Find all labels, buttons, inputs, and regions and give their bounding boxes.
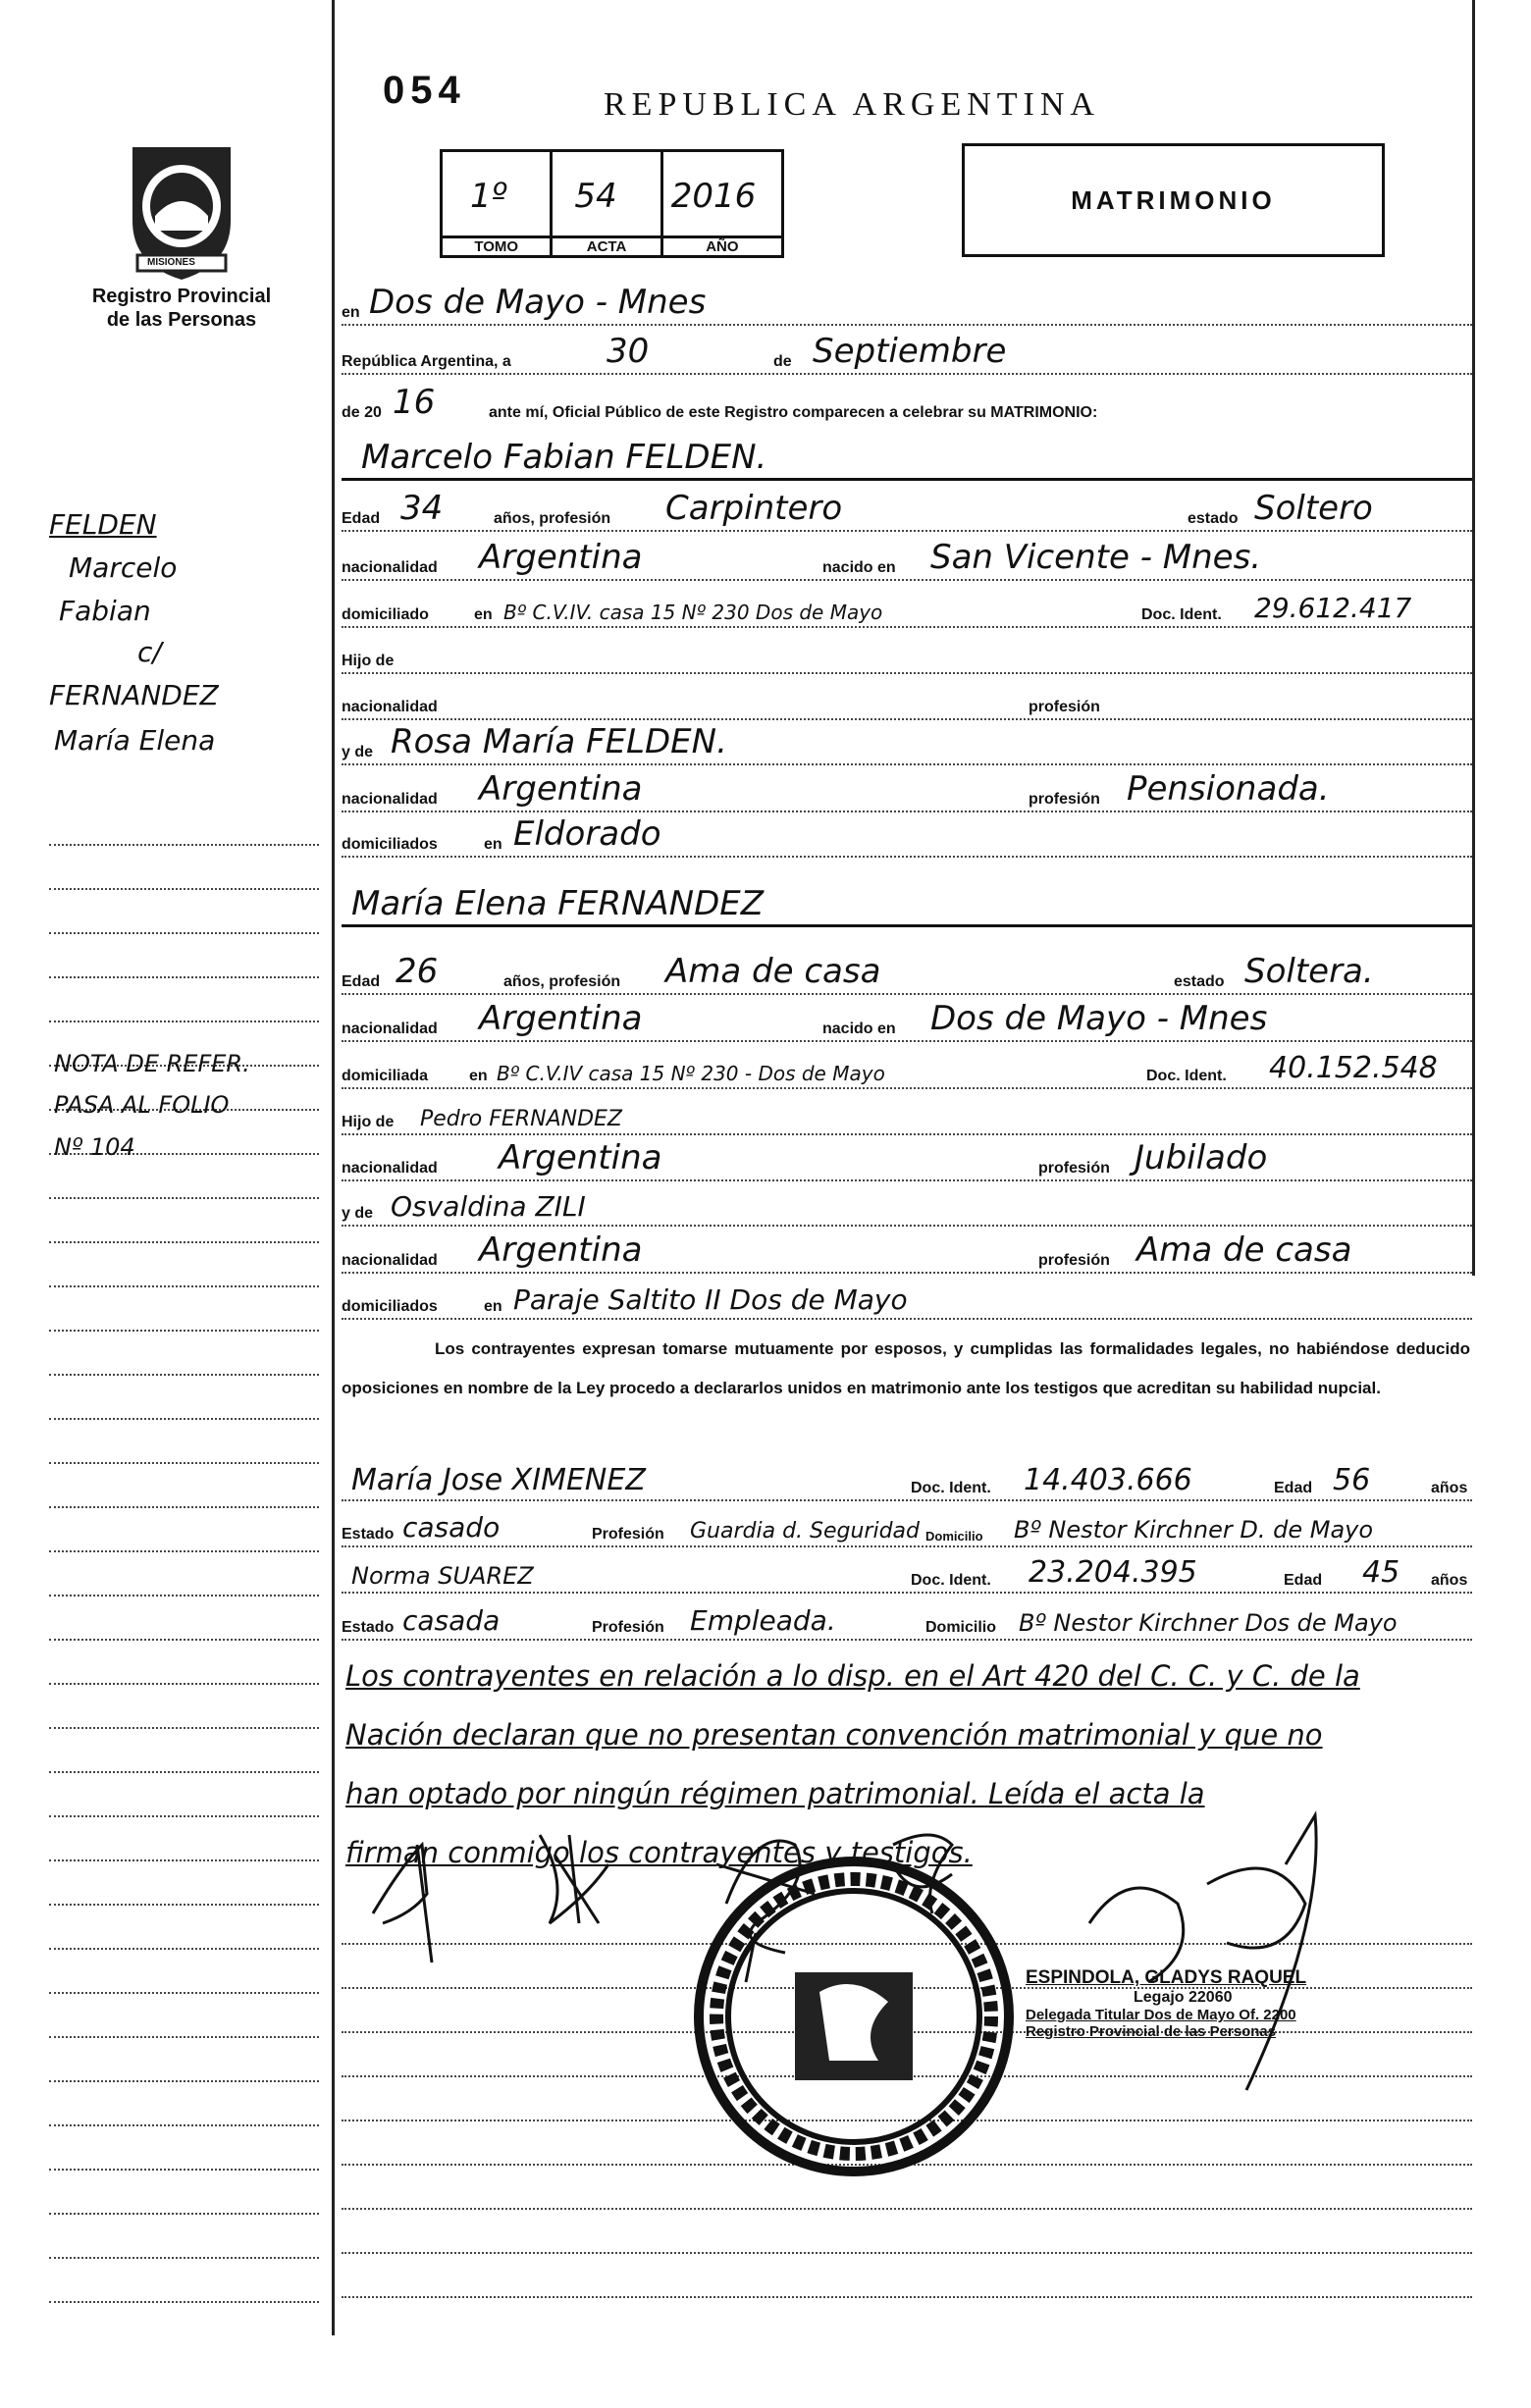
bride-nationality: Argentina	[479, 999, 643, 1038]
margin-name: María Elena	[54, 724, 216, 757]
label-y-de: y de	[342, 744, 374, 760]
act-day: 30	[607, 332, 650, 371]
label-en-2: en	[474, 606, 493, 623]
label-nacionalidad: nacionalidad	[342, 791, 438, 808]
closing-line: firman conmigo los contrayentes y testigos.	[345, 1836, 973, 1869]
acta-label: ACTA	[553, 236, 660, 255]
witness-2-address: Bº Nestor Kirchner Dos de Mayo	[1019, 1609, 1398, 1637]
label-edad: Edad	[342, 510, 381, 527]
label-de: de	[773, 353, 792, 370]
label-nacionalidad: nacionalidad	[342, 699, 438, 715]
groom-mother-profession: Pensionada.	[1127, 769, 1330, 809]
label-domiciliada: domiciliada	[342, 1068, 429, 1084]
label-domicilio-w1: Domicilio	[925, 1529, 983, 1544]
witness-1-name: María Jose XIMENEZ	[351, 1463, 646, 1497]
groom-status: Soltero	[1254, 489, 1373, 528]
label-en-5: en	[484, 1298, 502, 1315]
label-estado: estado	[1188, 510, 1239, 527]
label-profesion-w2: Profesión	[592, 1619, 664, 1636]
official-office: Registro Provincial de las Personas	[1026, 2023, 1277, 2040]
row-date	[342, 334, 1472, 375]
label-anos-profesion: años, profesión	[503, 973, 621, 990]
signature-bride	[540, 1835, 608, 1923]
row-year	[342, 385, 1472, 426]
official-stamp	[1026, 1967, 1418, 2040]
label-nacido-en: nacido en	[822, 559, 896, 576]
tomo-value: 1º	[470, 177, 507, 216]
witness-2-profession: Empleada.	[690, 1604, 836, 1637]
bride-father-profession: Jubilado	[1135, 1138, 1268, 1178]
groom-parents-address-row	[342, 816, 1472, 858]
signature-official	[1089, 1815, 1316, 2090]
label-de-20: de 20	[342, 404, 382, 421]
witness-1-address: Bº Nestor Kirchner D. de Mayo	[1014, 1516, 1374, 1544]
left-margin-line	[332, 0, 335, 2335]
closing-line: han optado por ningún régimen patrimonial. Leída el acta la	[345, 1777, 1205, 1810]
label-republica: República Argentina, a	[342, 353, 511, 370]
label-profesion: profesión	[1029, 791, 1100, 808]
ref-note-line: Nº 104	[54, 1133, 135, 1161]
label-domiciliados: domiciliados	[342, 836, 438, 853]
witness-1-age: 56	[1333, 1463, 1371, 1497]
label-edad-w1: Edad	[1274, 1480, 1313, 1496]
label-en-4: en	[469, 1068, 488, 1084]
groom-parents-address: Eldorado	[513, 814, 661, 854]
label-hijo-de: Hijo de	[342, 653, 395, 669]
label-profesion: profesión	[1029, 699, 1100, 715]
registry-box	[440, 149, 784, 258]
acta-value: 54	[574, 177, 617, 216]
label-ante-mi: ante mí, Oficial Público de este Registro comparecen a celebrar su MATRIMONIO:	[489, 404, 1098, 421]
groom-mother-nationality: Argentina	[479, 769, 643, 809]
ref-note-line: PASA AL FOLIO	[54, 1091, 230, 1119]
bride-name-row	[342, 878, 1472, 927]
label-anos-w1: años	[1431, 1480, 1468, 1496]
witness-1-doc: 14.403.666	[1024, 1463, 1192, 1497]
groom-born-in: San Vicente - Mnes.	[930, 538, 1262, 577]
label-nacionalidad: nacionalidad	[342, 1160, 438, 1177]
bride-father-row	[342, 1094, 1472, 1135]
margin-name: Fabian	[59, 595, 151, 627]
groom-father-nat-row	[342, 679, 1472, 720]
bride-parents-address: Paraje Saltito II Dos de Mayo	[513, 1283, 908, 1316]
label-profesion-w1: Profesión	[592, 1526, 664, 1543]
groom-father-row	[342, 633, 1472, 674]
bride-age-row	[342, 954, 1472, 995]
margin-name: FELDEN	[49, 508, 157, 541]
groom-age-row	[342, 491, 1472, 532]
closing-line: Los contrayentes en relación a lo disp. en el Art 420 del C. C. y C. de la	[345, 1659, 1360, 1693]
groom-profession: Carpintero	[665, 489, 843, 528]
label-doc-ident: Doc. Ident.	[1146, 1068, 1227, 1084]
label-nacionalidad: nacionalidad	[342, 1021, 438, 1037]
label-nacionalidad: nacionalidad	[342, 1252, 438, 1269]
act-place: Dos de Mayo - Mnes	[369, 283, 707, 322]
act-year: 16	[393, 383, 436, 422]
witness-1-row	[342, 1460, 1472, 1501]
witness-2-detail-row	[342, 1599, 1472, 1641]
bride-mother-profession: Ama de casa	[1136, 1230, 1352, 1270]
label-doc-ident-w1: Doc. Ident.	[911, 1480, 991, 1496]
witness-2-name: Norma SUAREZ	[351, 1562, 534, 1590]
label-domiciliados: domiciliados	[342, 1298, 438, 1315]
bride-mother-nat-row	[342, 1232, 1472, 1274]
bride-nationality-row	[342, 1001, 1472, 1042]
declaration-text: Los contrayentes expresan tomarse mutuamente por esposos, y cumplidas las formalidades legales, no habiéndose deducido oposiciones en nombre de la Ley procedo a declararlos unidos en matrimonio ante los testigos que acreditan su habilidad nupcial.	[342, 1339, 1470, 1397]
groom-name: Marcelo Fabian FELDEN.	[361, 438, 767, 477]
label-estado: estado	[1174, 973, 1225, 990]
office-name: Registro Provincial de las Personas	[91, 286, 272, 331]
bride-address: Bº C.V.IV casa 15 Nº 230 - Dos de Mayo	[497, 1062, 885, 1085]
country-title: REPUBLICA ARGENTINA	[604, 86, 1100, 123]
groom-mother-row	[342, 724, 1472, 765]
groom-age: 34	[400, 489, 444, 528]
witness-1-profession: Guardia d. Seguridad	[690, 1519, 920, 1544]
groom-nationality: Argentina	[479, 538, 643, 577]
witness-2-doc: 23.204.395	[1029, 1555, 1197, 1590]
label-profesion: profesión	[1038, 1252, 1110, 1269]
label-domiciliado: domiciliado	[342, 606, 429, 623]
groom-doc: 29.612.417	[1254, 592, 1412, 624]
act-month: Septiembre	[813, 332, 1007, 371]
label-estado-w2: Estado	[342, 1619, 395, 1636]
witness-1-detail-row	[342, 1506, 1472, 1547]
bride-born-in: Dos de Mayo - Mnes	[930, 999, 1268, 1038]
bride-profession: Ama de casa	[665, 952, 881, 991]
official-title: Delegada Titular Dos de Mayo Of. 2200	[1026, 2007, 1296, 2023]
official-name: ESPINDOLA, GLADYS RAQUEL	[1026, 1967, 1307, 1988]
bride-doc: 40.152.548	[1269, 1051, 1438, 1085]
bride-address-row	[342, 1048, 1472, 1089]
label-anos-w2: años	[1431, 1572, 1468, 1589]
label-doc-ident-w2: Doc. Ident.	[911, 1572, 991, 1589]
label-edad-w2: Edad	[1284, 1572, 1323, 1589]
bride-father-nat-row	[342, 1140, 1472, 1181]
witness-1-status: casado	[402, 1511, 501, 1544]
label-en-3: en	[484, 836, 502, 853]
bride-age: 26	[396, 952, 439, 991]
bride-mother-row	[342, 1185, 1472, 1227]
closing-line: Nación declaran que no presentan convención matrimonial y que no	[345, 1718, 1323, 1752]
bride-mother: Osvaldina ZILI	[391, 1190, 586, 1223]
bride-mother-nationality: Argentina	[479, 1230, 643, 1270]
record-type-box	[962, 143, 1385, 257]
groom-address-row	[342, 587, 1472, 628]
label-en: en	[342, 304, 360, 321]
bride-parents-address-row	[342, 1279, 1472, 1320]
ref-note-line: NOTA DE REFER.	[54, 1050, 250, 1077]
groom-address: Bº C.V.IV. casa 15 Nº 230 Dos de Mayo	[503, 601, 883, 624]
ano-label: AÑO	[663, 236, 781, 255]
bride-father-nationality: Argentina	[499, 1138, 662, 1178]
bride-name: María Elena FERNANDEZ	[351, 884, 765, 923]
label-anos-profesion: años, profesión	[494, 510, 611, 527]
right-margin-line	[1472, 0, 1475, 1276]
margin-name: FERNANDEZ	[49, 679, 219, 711]
signature-groom	[373, 1845, 432, 1963]
label-doc-ident: Doc. Ident.	[1141, 606, 1222, 623]
bride-status: Soltera.	[1244, 952, 1374, 991]
label-estado-w1: Estado	[342, 1526, 395, 1543]
label-y-de: y de	[342, 1205, 374, 1222]
witness-2-row	[342, 1552, 1472, 1594]
witness-2-age: 45	[1362, 1555, 1400, 1590]
groom-nationality-row	[342, 540, 1472, 581]
folio-number: 054	[383, 69, 466, 112]
groom-name-row	[342, 432, 1472, 481]
bride-father: Pedro FERNANDEZ	[420, 1107, 622, 1131]
official-legajo: Legajo 22060	[1134, 1989, 1233, 2006]
record-type: MATRIMONIO	[1071, 184, 1276, 215]
margin-name: c/	[137, 636, 162, 668]
label-edad: Edad	[342, 973, 381, 990]
crest-emblem	[118, 137, 245, 285]
witness-2-status: casada	[402, 1604, 501, 1637]
groom-mother-nat-row	[342, 771, 1472, 812]
label-hijo-de: Hijo de	[342, 1114, 395, 1130]
label-nacionalidad: nacionalidad	[342, 559, 438, 576]
label-nacido-en: nacido en	[822, 1021, 896, 1037]
tomo-label: TOMO	[443, 236, 550, 255]
label-domicilio-w2: Domicilio	[925, 1619, 997, 1636]
row-place	[342, 285, 1472, 326]
groom-mother: Rosa María FELDEN.	[391, 722, 727, 761]
ano-value: 2016	[670, 177, 757, 216]
margin-name: Marcelo	[69, 551, 178, 584]
crest-label: MISIONES	[147, 257, 195, 268]
official-seal	[692, 1855, 1016, 2178]
label-profesion: profesión	[1038, 1160, 1110, 1177]
